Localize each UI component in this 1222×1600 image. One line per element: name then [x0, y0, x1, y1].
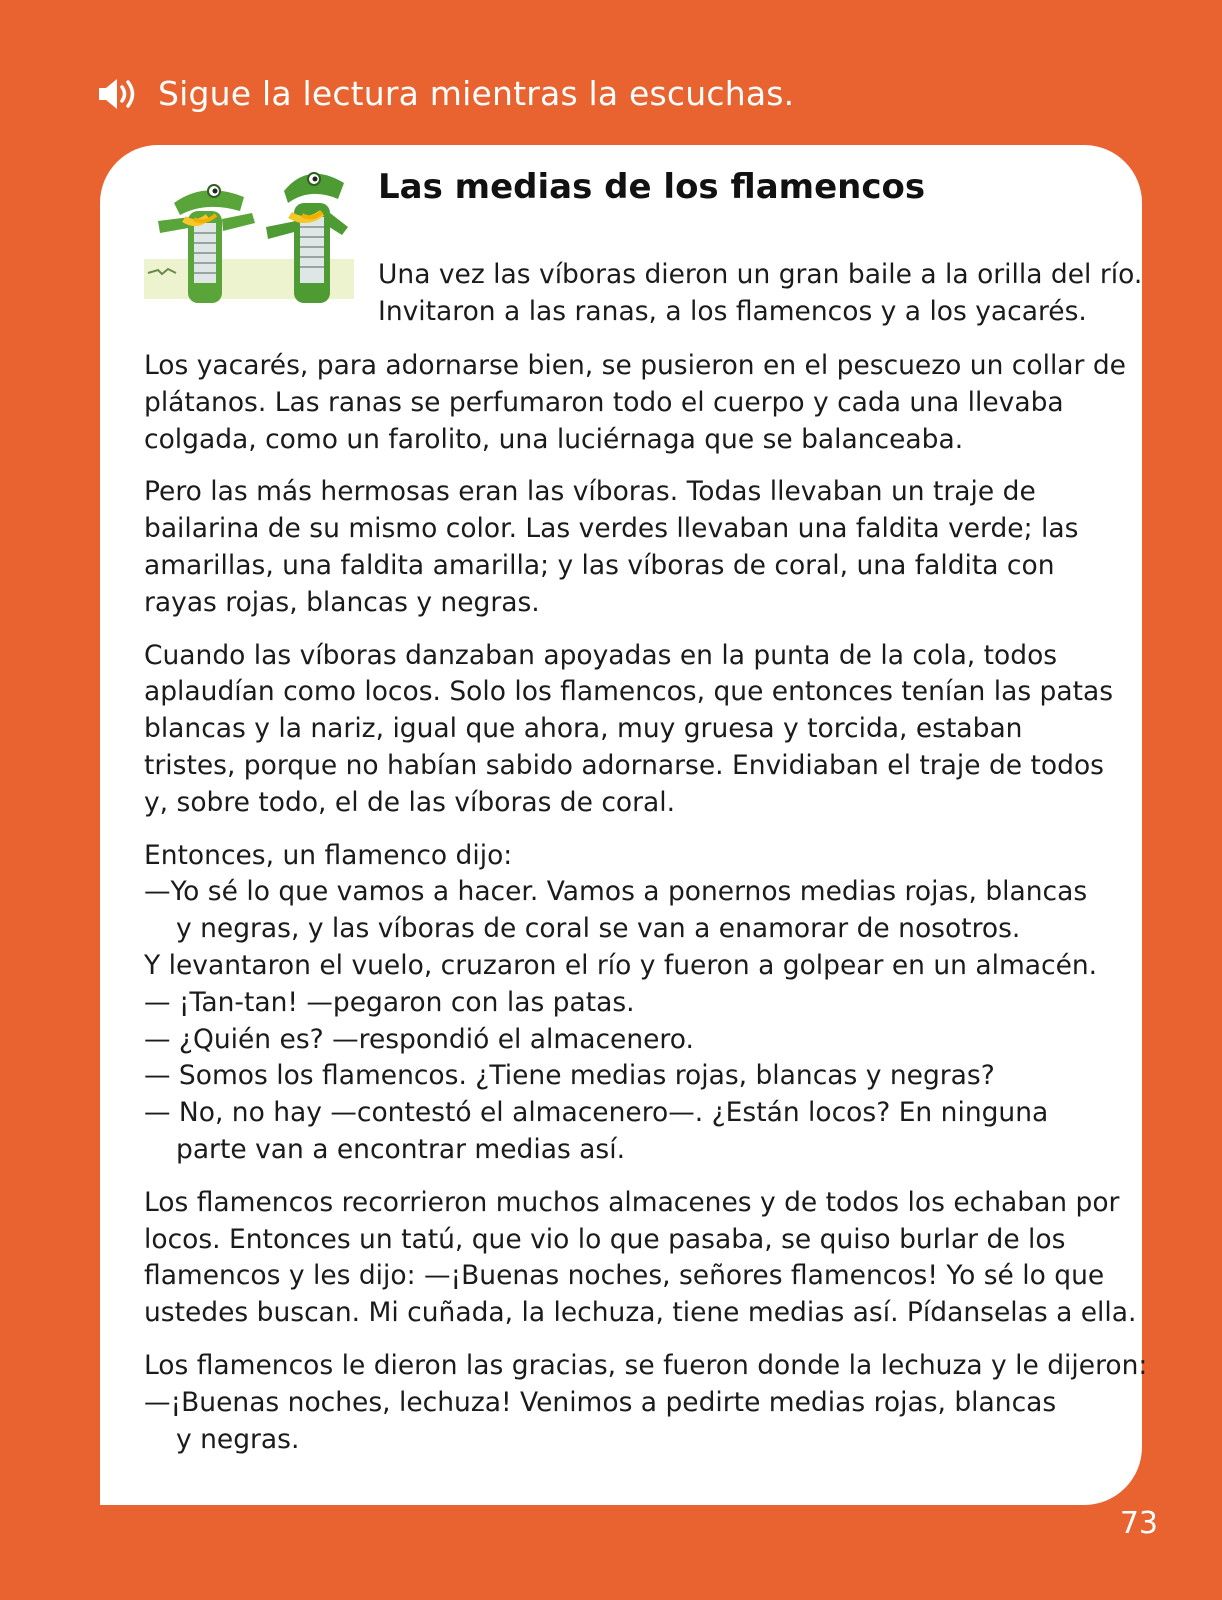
- story-body: [144, 348, 1147, 1458]
- dialogue-line: — ¿Quién es? —respondió el almacenero.: [144, 1023, 694, 1055]
- text-line: plátanos. Las ranas se perfumaron todo el cuerpo y cada una llevaba: [144, 386, 1064, 418]
- text-line: locos. Entonces un tatú, que vio lo que pasaba, se quiso burlar de los: [144, 1223, 1066, 1255]
- text-line: blancas y la nariz, igual que ahora, muy gruesa y torcida, estaban: [144, 713, 1023, 745]
- text-line: Pero las más hermosas eran las víboras. Todas llevaban un traje de: [144, 476, 1036, 508]
- speaker-icon[interactable]: [96, 76, 144, 112]
- text-line: Invitaron a las ranas, a los flamencos y a los yacarés.: [378, 295, 1087, 327]
- story-intro: [378, 257, 1142, 331]
- text-line: amarillas, una faldita amarilla; y las víboras de coral, una faldita con: [144, 549, 1055, 581]
- story-title: Las medias de los flamencos: [378, 167, 926, 207]
- text-line: flamencos y les dijo: —¡Buenas noches, señores flamencos! Yo sé lo que: [144, 1260, 1105, 1292]
- dialogue-line: —¡Buenas noches, lechuza! Venimos a pedirte medias rojas, blancas: [144, 1386, 1057, 1418]
- dialogue-line: — ¡Tan-tan! —pegaron con las patas.: [144, 986, 635, 1018]
- instruction-text: Sigue la lectura mientras la escuchas.: [158, 74, 795, 113]
- dialogue-line: —Yo sé lo que vamos a hacer. Vamos a ponernos medias rojas, blancas: [144, 876, 1088, 908]
- text-line: ustedes buscan. Mi cuñada, la lechuza, tiene medias así. Pídanselas a ella.: [144, 1297, 1137, 1329]
- text-line: colgada, como un farolito, una luciérnaga que se balanceaba.: [144, 423, 964, 455]
- text-line: Los flamencos recorrieron muchos almacenes y de todos los echaban por: [144, 1186, 1120, 1218]
- text-line: Cuando las víboras danzaban apoyadas en la punta de la cola, todos: [144, 639, 1058, 671]
- text-line: Los flamencos le dieron las gracias, se fueron donde la lechuza y le dijeron:: [144, 1349, 1148, 1381]
- text-line: Una vez las víboras dieron un gran baile a la orilla del río.: [378, 259, 1143, 290]
- text-line: Entonces, un flamenco dijo:: [144, 839, 513, 871]
- page-number: 73: [1119, 1506, 1158, 1541]
- text-line: rayas rojas, blancas y negras.: [144, 586, 540, 618]
- text-line: Los yacarés, para adornarse bien, se pusieron en el pescuezo un collar de: [144, 350, 1126, 381]
- dialogue-line: — Somos los flamencos. ¿Tiene medias rojas, blancas y negras?: [144, 1060, 995, 1092]
- dialogue-line: y negras, y las víboras de coral se van a enamorar de nosotros.: [176, 913, 1021, 945]
- text-line: y, sobre todo, el de las víboras de coral.: [144, 786, 676, 818]
- dialogue-line: parte van a encontrar medias así.: [176, 1133, 625, 1165]
- story-card: [100, 145, 1148, 1505]
- text-line: bailarina de su mismo color. Las verdes llevaban una faldita verde; las: [144, 513, 1079, 545]
- text-line: Y levantaron el vuelo, cruzaron el río y fueron a golpear en un almacén.: [144, 949, 1098, 981]
- text-line: aplaudían como locos. Solo los flamencos, que entonces tenían las patas: [144, 676, 1114, 708]
- dialogue-line: — No, no hay —contestó el almacenero—. ¿Están locos? En ninguna: [144, 1097, 1049, 1129]
- text-line: tristes, porque no habían sabido adornarse. Envidiaban el traje de todos: [144, 749, 1104, 781]
- crocodiles-illustration: [144, 163, 354, 307]
- reading-instruction: [96, 74, 794, 113]
- dialogue-line: y negras.: [176, 1423, 300, 1455]
